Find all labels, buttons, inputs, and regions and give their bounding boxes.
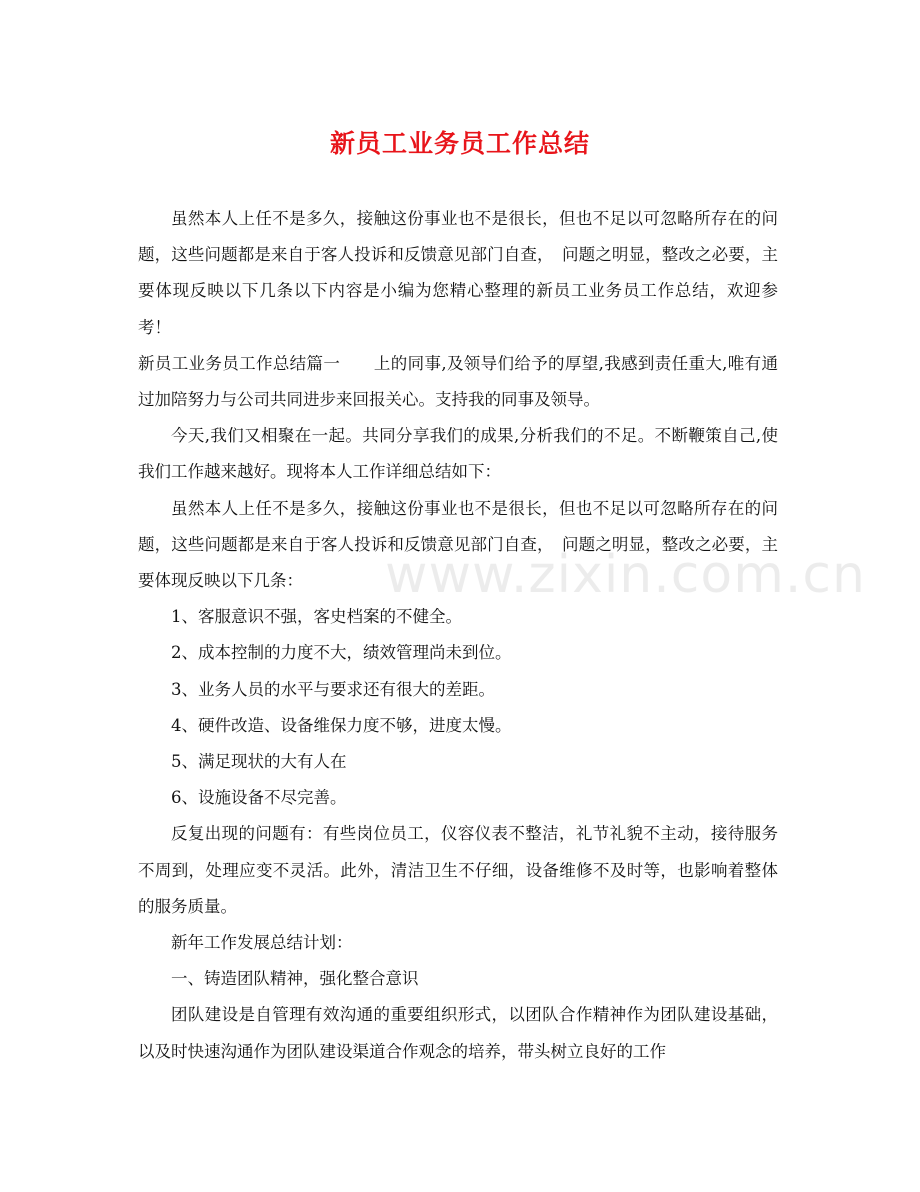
paragraph-today: 今天,我们又相聚在一起。共同分享我们的成果,分析我们的不足。不断鞭策自己,使我们工作越来越好。现将本人工作详细总结如下： bbox=[138, 426, 778, 482]
paragraph-team-building: 团队建设是自管理有效沟通的重要组织形式，以团队合作精神作为团队建设基础，以及时快速沟通作为团队建设渠道合作观念的培养，带头树立良好的工作 bbox=[138, 1005, 778, 1061]
list-item: 1、客服意识不强，客史档案的不健全。 bbox=[171, 607, 462, 627]
document-body bbox=[138, 201, 778, 1070]
watermark: www.zixin.com.cn bbox=[385, 545, 866, 605]
list-item: 2、成本控制的力度不大，绩效管理尚未到位。 bbox=[171, 643, 512, 663]
list-item: 4、硬件改造、设备维保力度不够，进度太慢。 bbox=[171, 715, 512, 735]
paragraph-recurring-issues: 反复出现的问题有：有些岗位员工，仪容仪表不整洁，礼节礼貌不主动，接待服务不周到，处理应变不灵活。此外，清洁卫生不仔细，设备维修不及时等，也影响着整体的服务质量。 bbox=[138, 824, 778, 916]
paragraph-section-one: 新员工业务员工作总结篇一 上的同事,及领导们给予的厚望,我感到责任重大,唯有通过加陪努力与公司共同进步来回报关心。支持我的同事及领导。 bbox=[138, 353, 778, 410]
list-item: 6、设施设备不尽完善。 bbox=[171, 788, 347, 808]
page-title: 新员工业务员工作总结 bbox=[329, 129, 590, 158]
list-item: 3、业务人员的水平与要求还有很大的差距。 bbox=[171, 679, 495, 699]
list-item: 5、满足现状的大有人在 bbox=[171, 752, 347, 772]
paragraph-intro: 虽然本人上任不是多久，接触这份事业也不是很长，但也不足以可忽略所存在的问题，这些问题都是来自于客人投诉和反馈意见部门自查， 问题之明显，整改之必要，主要体现反映以下几条以下内容是小编为您精心整理的新员工业务员工作总结，欢迎参考！ bbox=[138, 209, 778, 337]
paragraph-plan-heading: 新年工作发展总结计划： bbox=[171, 933, 353, 953]
section-heading-team-spirit: 一、铸造团队精神，强化整合意识 bbox=[171, 969, 419, 989]
paragraph-problems-intro: 虽然本人上任不是多久，接触这份事业也不是很长，但也不足以可忽略所存在的问题，这些问题都是来自于客人投诉和反馈意见部门自查， 问题之明显，整改之必要，主要体现反映以下几条： bbox=[138, 498, 778, 591]
